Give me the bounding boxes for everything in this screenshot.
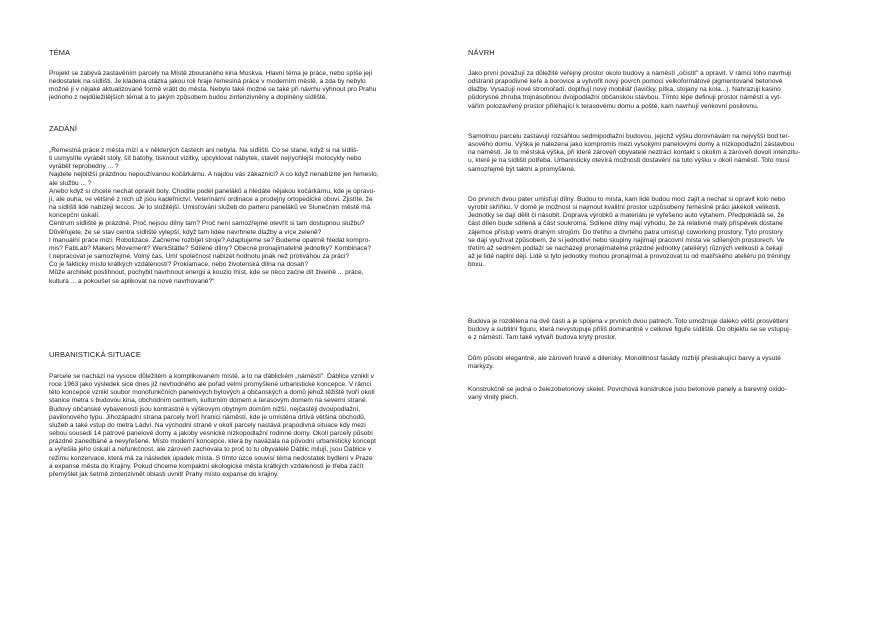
text-line: I nepracovat je samozřejmé. Volný čas. Umí společnost nabízet hodnotu jinak než protiváhou za práci? xyxy=(49,253,350,261)
text-line: vyrobit skříňku. V domě je možnost si najmout kvalitní prostor uzpůsobený řemeslné práci jakékoli velikosti. xyxy=(468,204,781,212)
text-line: mis? FabLab? Makers Movement? WerkStätte? Sdílené dílny? Obecné pronajímatelné jednotky? Kombinace? xyxy=(49,244,372,252)
tema-heading: TÉMA xyxy=(49,48,71,57)
text-line: Budovy občanské vybavenosti jsou kontrastně k výškovým obytným domům nižší, nejčastěji dvoupodlažní, xyxy=(49,405,361,413)
text-line: půdorysné zhruba trojnásobnou dvojpodlažní občanskou stavbou. Tímto lépe definuji prostor náměstí a vyt- xyxy=(468,94,782,102)
text-line: jednoho z nejdůležitějších témat a to jakým způsobem budou zintenzivněny a doplněny sídliště. xyxy=(49,94,328,102)
text-line: Dům působí elegantně, ale zároveň hravě a dilensky. Monolitnost fasády rozbíjí přeskakující barvy a vysuté xyxy=(468,355,781,362)
navrh-heading: NÁVRH xyxy=(468,48,495,57)
urbanisticka-situace-paragraph xyxy=(49,373,376,479)
text-line: Parcele se nachází na vysoce důležitém a komplikovaném místě, a to na ďáblickém „náměstí". Ďáblice vznikli v xyxy=(49,373,374,380)
text-line: Budova je rozdělena na dvě části a je spojena v prvních dvou patrech. Toto umožnuje daleko větší prosvětlení xyxy=(468,318,789,325)
text-line: Anebo když si chcete nechat opravit boty. Chodíte podél paneláků a hledáte nějakou kočárkárnu, kde je opravu- xyxy=(49,187,376,195)
text-line: až je lidé naplní ději. Lidé si tyto jednotky mohou pronajímat a provozovat tu od malířského ateliéru po tréningy xyxy=(468,253,791,261)
text-line: zájemce přístup velmi drahým strojům. Do třetího a čtvrtého patra umisťují coworking prostory. Tyto prostory xyxy=(468,228,783,236)
text-line: Jako první považují za důležité veřejný prostor okolo budovy a náměstí „očistit" a opravit. V rámci toho navrhuji xyxy=(468,70,792,77)
navrh-paragraph-5 xyxy=(468,355,781,371)
text-line: prázdné zanedbané a nevyřešené. Místo moderní koncepce, která by navázala na původní urbanistický koncept xyxy=(49,438,376,446)
text-line: koncepční úskalí. xyxy=(49,212,100,220)
navrh-paragraph-6 xyxy=(468,386,787,402)
navrh-paragraph-4 xyxy=(468,318,791,342)
text-line: nedostatek na sídlišti. Je kladena otázka jakou roli hraje řemeslná práce v moderním městě, a zda by nebylo xyxy=(49,78,366,86)
text-line: roce 1963 jako výsledek sice dnes již nevhodného ale pořad velmi promyšlené urbanistické koncepce. V rámci xyxy=(49,381,372,389)
text-line: třetím až sedmém podlaží se nacházejí pronajímatelné prázdné jednotky (ateliéry) různých velikostí a čekají xyxy=(468,244,783,252)
text-line: ale službu ... ? xyxy=(49,179,92,187)
text-line: vaný vlnitý plech. xyxy=(468,394,519,402)
text-line: Samotnou parcelu zastavují rozsáhlou sedmipodlažní budovou, jejíchž výšku dorovnávám na nejvyšší bod ter- xyxy=(468,133,790,140)
text-line: Co je fakticky místo krátkých vzdáleností? Proklamace, nebo životenská dílna na dosah? xyxy=(49,261,309,269)
text-line: vyrábět reprobedny ... ? xyxy=(49,163,119,171)
urbanisticka-situace-heading: URBANISTICKÁ SITUACE xyxy=(49,350,142,359)
text-line: Konstrukčně se jedná o železobetonový skelet. Povrchová konstrukce jsou betonové panely a barevný oxido- xyxy=(468,386,787,393)
text-line: a expanse města do Krajiny. Pokud chceme kompaktní ekologické města krátkých vzdáleností je třeba začít xyxy=(49,462,364,470)
navrh-paragraph-1 xyxy=(468,70,791,111)
text-line: na náměstí. Je to městská výška, při které zároveň obyvatelé neztrácí kontakt s okolím a zároveň dovolí intenzitu- xyxy=(468,149,801,157)
text-line: vářím polozavřený prostor přiléhající k terasovému domu a poště, kam navrhují venkovní posilovnu. xyxy=(468,102,759,110)
text-line: I manuální práce mizí. Robotizace. Začneme rozbíjet stroje? Adaptujeme se? Budeme opatrně hledat kompro- xyxy=(49,236,371,244)
text-line: odstranit prapodivné keře a borovice a vytvořit nový povrch pomocí velkoformátové pigmentované betonové xyxy=(468,78,783,86)
navrh-paragraph-2 xyxy=(468,133,800,174)
text-line: této koncepce vznikl soubor monofunkčních panelových bytových a občanských a domů jehož těžiště tvoří okolí xyxy=(49,389,375,397)
zadani-paragraph xyxy=(49,147,379,286)
text-line: asového domu. Výška je nalezena jako kompromis mezi vysokými panelovými domy a nízkopodlažní zástavbou xyxy=(468,141,795,149)
text-line: budovy a subtilní figuru, která nevystupuje příliš dominantně v celkové figuře sídliště. Do objektu se se vstupuj- xyxy=(468,326,791,334)
text-line: na sídlišti lidé nabízejí leccos. Je to složitější. Umisťování služeb do parteru paneláků ve Slunečním městě má xyxy=(49,204,371,212)
text-line: kultura ... a pokoušet se aplikovat na nové navrhované?" xyxy=(49,277,215,285)
zadani-heading: ZADÁNÍ xyxy=(49,124,78,133)
text-line: samozřejmě být taktní a promyšlené. xyxy=(468,165,576,173)
text-line: stanice metra s budovou kina, obchodním centrem, kulturním domem a terasovým domem na severní straně. xyxy=(49,397,368,405)
text-line: boxu.. xyxy=(468,261,486,269)
text-line: služeb a také vstup do metra Ládví. Na východní straně v okolí parcely nastává prapodivná situace kdy mezi xyxy=(49,421,366,429)
text-line: část dílen bude sdílená a část soukromá. Sdílené dílny mají výhodu, že za relativně malý příspěvek dostane xyxy=(468,220,783,228)
text-line: Centrum sídliště je prázdné. Proč nejsou dílny tam? Proč není samozřejmé otevřít si tam dostupnou službu? xyxy=(49,220,365,228)
text-line: Do prvních dvou pater umisťují dílny. Budou to místa, kam lidé budou moci zajít a nechat si opravit kolo nebo xyxy=(468,196,786,203)
text-line: Důvěřujete, že se stav centra sídliště vylepší, když tam lidée navrhnete dlažby a více zeleně? xyxy=(49,228,322,236)
text-line: markýzy. xyxy=(468,363,494,371)
text-line: přemýšlet jak šetrně zintenzivnět oblasti uvnitř Prahy místo expanse do krajiny. xyxy=(49,470,279,478)
navrh-paragraph-3 xyxy=(468,196,791,269)
text-line: Najdete nejbližší prázdnou nepoužívanou kočárkárnu. A najdou vás zákazníci? A co když nenabízíte jen řemeslo, xyxy=(49,171,379,179)
text-line: dlažby. Vysazují nové stromořadí, doplňují nový mobiliář (lavičky, pítka, stojany na kola...). Nahrazuji kasino xyxy=(468,86,781,94)
text-line: pavilonového typu. Jihozápadní strana parcely tvoří hranici náměstí, kde je umístěna drtivá většina obchodů, xyxy=(49,413,366,421)
text-line: jí, ale ouha, ve většině z nich už jsou kadeřnictví. Veterinární ordinace a prodejny ortopedické obuvi. Zjistíte, že xyxy=(49,195,373,203)
text-line: „Řemeslná práce z města mizí a v některých částech ani nebyla. Na sídlišti. Co se stane, když si na sídliš- xyxy=(49,147,359,154)
text-line: Může architekt postihnout, pochybit navrhnout energii a kouzlo míst, kde se něco začne dít živelně ... práce, xyxy=(49,269,364,277)
text-line: u, které je na sídlišti potřeba. Urbanisticky otevírá možnosti dostavění na tuto výšku v okolí náměstí. Toto musí xyxy=(468,157,790,165)
tema-paragraph xyxy=(49,70,376,103)
text-line: a vyřešila jeho úskalí a nefunkčnost, ale zároveň zachovala to proč to tu obyvatelé Ďáblic milují, jsou Ďáblice v xyxy=(49,446,372,454)
text-line: se dají využívat způsobem, že si jednotliví nebo skupiny najímají pracovní místa ve sdílených prostorech. Ve xyxy=(468,236,785,244)
text-line: e z náměstí. Tam také vytváří budova krytý prostor. xyxy=(468,334,617,342)
text-line: Projekt se zabývá zastavěním parcely na Místě zbouraného kina Moskva. Hlavní téma je práce, nebo spíše její xyxy=(49,70,373,77)
text-line: možné jí v nějaké aktualizované formě vrátit do města. Nebylo také možné se také při návrhu vyhnout pro Prahu xyxy=(49,86,377,94)
text-line: sebou sousedí 14 patrové panelové domy a jakoby vesnické nízkopodlažní rodinné domy. Okolí parcely působí xyxy=(49,430,373,438)
text-line: Jednotky se dají dělit či násobit. Doprava výrobků a materiálu je vyřešeno auto výtahem. Předpokládá se, že xyxy=(468,212,785,220)
text-line: režimu konzervace, která má za následek úpadek místa. S tímto úzce souvisí téma nedostatek bydlení v Praze xyxy=(49,454,373,462)
text-line: ti usmyslíte vyrábět stoly, šít batohy, tisknout vizitky, upcyklovat nábytek, stavět nejrychlejší motocykly nebo xyxy=(49,155,362,163)
